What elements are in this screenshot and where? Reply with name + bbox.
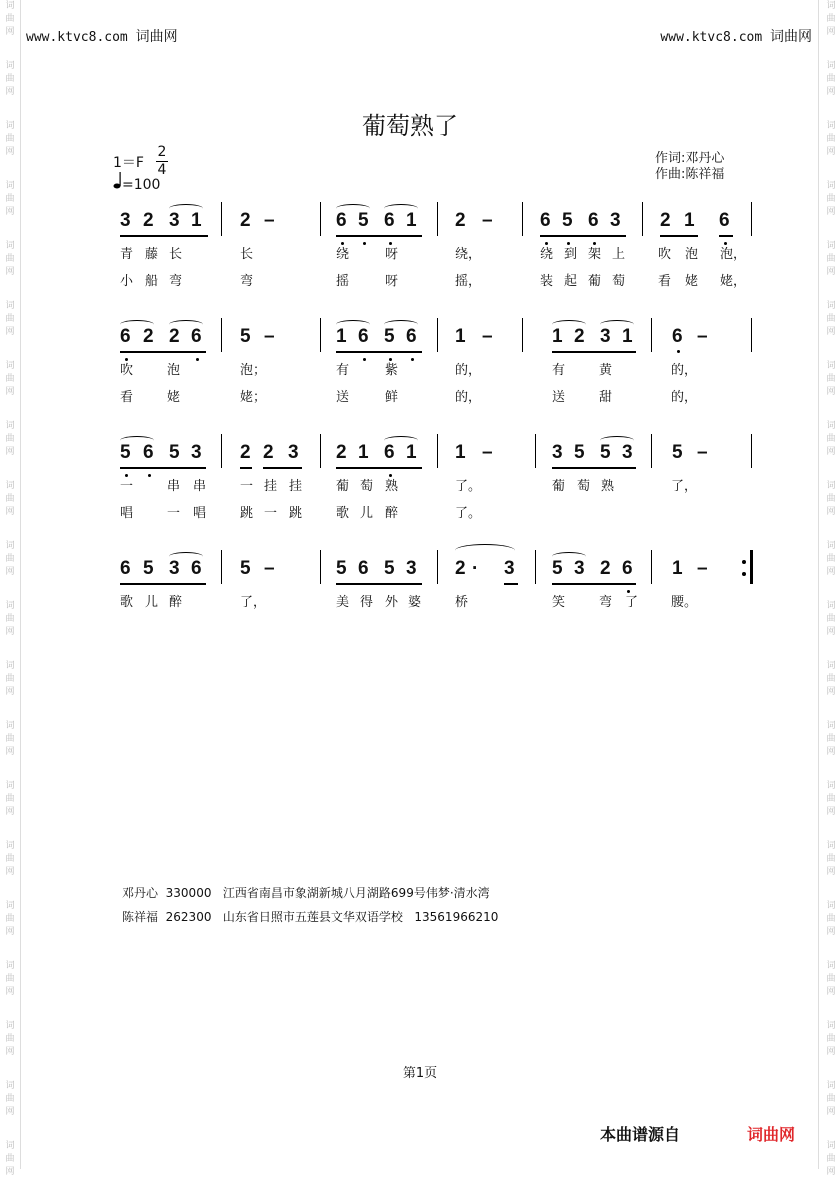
tempo-value: =100 [122, 177, 161, 193]
contact-name: 陈祥福 [122, 910, 159, 924]
note: 3 [504, 558, 515, 579]
lyric-syllable: 看 [120, 390, 134, 405]
watermark-text: 词 曲 网 [5, 361, 15, 397]
watermark-text: 词 曲 网 [826, 481, 836, 517]
watermark-text: 词 曲 网 [826, 1141, 836, 1177]
note: 6 [120, 558, 131, 579]
note: 5 [240, 558, 251, 579]
lyric-syllable: 的， [671, 363, 698, 378]
note: 1 [455, 326, 466, 347]
note: 1 [672, 558, 683, 579]
note: 5 [120, 442, 131, 463]
note: 3 [610, 210, 621, 231]
note: 1 [358, 442, 369, 463]
note: 2 [600, 558, 611, 579]
beam [552, 467, 636, 469]
lyric-syllable: 唱 [193, 506, 207, 521]
site-header-left[interactable] [26, 26, 178, 46]
lyric-syllable: 儿 [360, 506, 374, 521]
lyric-syllable: 小 [120, 274, 134, 289]
credits [655, 151, 724, 183]
augmentation-dot: · [472, 558, 479, 579]
beam [336, 583, 422, 585]
dash: – [264, 326, 275, 347]
note: 5 [169, 442, 180, 463]
lyric-syllable: 绕， [455, 247, 482, 262]
lyric-syllable: 姥 [167, 390, 181, 405]
lyric-syllable: 葡 [336, 479, 350, 494]
lyric-syllable: 架 [588, 247, 602, 262]
dash: – [264, 558, 275, 579]
note: 5 [384, 558, 395, 579]
note: 1 [406, 442, 417, 463]
note: 6 [358, 558, 369, 579]
barline [651, 434, 652, 468]
slur [384, 320, 418, 329]
barline [221, 434, 222, 468]
contact-line-1 [122, 884, 490, 901]
lyric-syllable: 到 [564, 247, 578, 262]
contact-line-2 [122, 908, 498, 925]
barline [221, 202, 222, 236]
note: 3 [600, 326, 611, 347]
note: 6 [336, 210, 347, 231]
watermark-text: 词 曲 网 [826, 841, 836, 877]
beam [719, 235, 733, 237]
lyric-syllable: 串 [167, 479, 181, 494]
lyric-syllable: 的， [455, 390, 482, 405]
note: 2 [455, 210, 466, 231]
lyric-syllable: 看 [658, 274, 672, 289]
slur [552, 320, 586, 329]
lyric-syllable: 泡； [240, 363, 267, 378]
repeat-dot [742, 572, 746, 576]
lyrics-row-2-verse-2 [0, 386, 840, 404]
note: 3 [169, 210, 180, 231]
contact-zip: 262300 [165, 910, 212, 924]
lyrics-row-3-verse-1 [0, 475, 840, 493]
source-label: 本曲谱源自 [600, 1125, 681, 1144]
lyric-syllable: 的， [671, 390, 698, 405]
lyric-syllable: 吹 [658, 247, 672, 262]
note: 2 [336, 442, 347, 463]
lyric-syllable: 装 [540, 274, 554, 289]
barline [221, 318, 222, 352]
lyric-syllable: 熟 [385, 479, 399, 494]
song-title: 葡萄熟了 [362, 112, 458, 140]
note: 2 [660, 210, 671, 231]
lyric-syllable: 外 [385, 595, 399, 610]
note: 1 [622, 326, 633, 347]
lyric-syllable: 一 [264, 506, 278, 521]
lyric-syllable: 摇 [336, 274, 350, 289]
dash: – [482, 442, 493, 463]
lyric-syllable: 了。 [455, 479, 482, 494]
lyric-syllable: 萄 [577, 479, 591, 494]
barline [437, 202, 438, 236]
slur [336, 320, 370, 329]
lyric-syllable: 婆 [408, 595, 422, 610]
final-barline [750, 550, 753, 584]
note: 5 [574, 442, 585, 463]
lyric-syllable: 了 [625, 595, 639, 610]
barline [535, 550, 536, 584]
lyric-syllable: 了。 [455, 506, 482, 521]
note: 5 [336, 558, 347, 579]
note: 1 [336, 326, 347, 347]
watermark-text: 词 曲 网 [826, 601, 836, 637]
note: 6 [719, 210, 730, 231]
slur [384, 204, 418, 213]
beam [336, 235, 422, 237]
beam [120, 583, 206, 585]
watermark-text: 词 曲 网 [826, 1, 836, 37]
lyric-syllable: 葡 [552, 479, 566, 494]
lyric-syllable: 腰。 [671, 595, 698, 610]
lyric-syllable: 歌 [336, 506, 350, 521]
lyric-syllable: 呀 [385, 247, 399, 262]
note: 1 [684, 210, 695, 231]
watermark-text: 词 曲 网 [5, 841, 15, 877]
slur [336, 204, 370, 213]
tempo-marking [113, 171, 160, 193]
lyric-syllable: 儿 [145, 595, 159, 610]
barline [651, 318, 652, 352]
slur [600, 320, 634, 329]
note: 6 [406, 326, 417, 347]
beam [504, 583, 518, 585]
note: 1 [191, 210, 202, 231]
note: 2 [143, 326, 154, 347]
lyric-syllable: 送 [336, 390, 350, 405]
left-border [20, 0, 21, 1169]
lyricist: 作词:邓丹心 [655, 151, 725, 166]
note: 5 [600, 442, 611, 463]
note: 3 [574, 558, 585, 579]
note: 3 [191, 442, 202, 463]
lyric-syllable: 歌 [120, 595, 134, 610]
site-header-right[interactable] [660, 26, 812, 46]
note: 6 [672, 326, 683, 347]
barline [751, 202, 752, 236]
slur [455, 544, 515, 557]
lyric-syllable: 呀 [385, 274, 399, 289]
lyric-syllable: 鲜 [385, 390, 399, 405]
note: 5 [552, 558, 563, 579]
note: 6 [191, 326, 202, 347]
dash: – [697, 326, 708, 347]
note: 6 [191, 558, 202, 579]
note: 2 [240, 210, 251, 231]
watermark-text: 词 曲 网 [826, 301, 836, 337]
lyric-syllable: 醉 [385, 506, 399, 521]
watermark-text: 词 曲 网 [5, 241, 15, 277]
lyric-syllable: 绕 [336, 247, 350, 262]
lyric-syllable: 了， [240, 595, 267, 610]
lyric-syllable: 一 [120, 479, 134, 494]
barline [437, 434, 438, 468]
lyric-syllable: 绕 [540, 247, 554, 262]
lyric-syllable: 弯 [240, 274, 254, 289]
note: 6 [384, 210, 395, 231]
quarter-note-icon [113, 177, 122, 193]
note: 3 [622, 442, 633, 463]
beam [336, 467, 422, 469]
note: 2 [143, 210, 154, 231]
lyric-syllable: 弯 [169, 274, 183, 289]
watermark-text: 词 曲 网 [826, 541, 836, 577]
lyric-syllable: 有 [552, 363, 566, 378]
watermark-text: 词 曲 网 [5, 1141, 15, 1177]
lyric-syllable: 姥， [720, 274, 747, 289]
lyric-syllable: 青 [120, 247, 134, 262]
note: 1 [552, 326, 563, 347]
contact-phone: 13561966210 [414, 910, 499, 924]
low-octave-dot [677, 350, 680, 353]
lyric-syllable: 挂 [289, 479, 303, 494]
lyric-syllable: 一 [167, 506, 181, 521]
lyrics-row-1-verse-2 [0, 270, 840, 288]
note: 5 [672, 442, 683, 463]
watermark-text: 词 曲 网 [5, 181, 15, 217]
watermark-text: 词 曲 网 [5, 121, 15, 157]
lyric-syllable: 船 [145, 274, 159, 289]
watermark-text: 词 曲 网 [826, 721, 836, 757]
note: 5 [562, 210, 573, 231]
site-url-right[interactable]: www.ktvc8.com [660, 30, 763, 45]
site-url-left[interactable]: www.ktvc8.com [26, 30, 128, 45]
note: 5 [384, 326, 395, 347]
time-numerator: 2 [157, 144, 167, 160]
lyric-syllable: 桥 [455, 595, 469, 610]
lyrics-row-3-verse-2 [0, 502, 840, 520]
watermark-text: 词 曲 网 [826, 421, 836, 457]
barline [437, 550, 438, 584]
dash: – [697, 558, 708, 579]
note: 3 [288, 442, 299, 463]
lyric-syllable: 的， [455, 363, 482, 378]
barline [437, 318, 438, 352]
beam [660, 235, 698, 237]
lyric-syllable: 紫 [385, 363, 399, 378]
lyric-syllable: 送 [552, 390, 566, 405]
note: 6 [540, 210, 551, 231]
lyric-syllable: 黄 [599, 363, 613, 378]
dash: – [697, 442, 708, 463]
note: 3 [169, 558, 180, 579]
watermark-text: 词 曲 网 [826, 1081, 836, 1117]
watermark-text: 词 曲 网 [5, 1081, 15, 1117]
lyric-syllable: 萄 [612, 274, 626, 289]
lyric-syllable: 泡 [685, 247, 699, 262]
slur [552, 552, 586, 561]
note: 3 [552, 442, 563, 463]
lyric-syllable: 了， [671, 479, 698, 494]
contact-address: 山东省日照市五莲县文华双语学校 [222, 910, 403, 924]
watermark-text: 词 曲 网 [5, 901, 15, 937]
page-number: 第1页 [402, 1066, 438, 1081]
lyric-syllable: 醉 [169, 595, 183, 610]
lyric-syllable: 弯 [599, 595, 613, 610]
lyric-syllable: 吹 [120, 363, 134, 378]
slur [169, 320, 203, 329]
watermark-text: 词 曲 网 [826, 121, 836, 157]
lyric-syllable: 泡， [720, 247, 747, 262]
slur [384, 436, 418, 445]
watermark-text: 词 曲 网 [5, 1, 15, 37]
note: 5 [358, 210, 369, 231]
lyric-syllable: 得 [360, 595, 374, 610]
note: 3 [406, 558, 417, 579]
lyric-syllable: 长 [240, 247, 254, 262]
note: 2 [263, 442, 274, 463]
watermark-text: 词 曲 网 [826, 781, 836, 817]
lyric-syllable: 一 [240, 479, 254, 494]
note: 1 [406, 210, 417, 231]
lyric-syllable: 跳 [240, 506, 254, 521]
barline [522, 318, 523, 352]
watermark-text: 词 曲 网 [826, 181, 836, 217]
barline [651, 550, 652, 584]
contact-address: 江西省南昌市象湖新城八月湖路699号伟梦·清水湾 [222, 886, 490, 900]
brand-link[interactable]: 词曲网 [747, 1125, 796, 1144]
watermark-text: 词 曲 网 [5, 301, 15, 337]
watermark-text: 词 曲 网 [5, 601, 15, 637]
barline [320, 434, 321, 468]
barline [751, 434, 752, 468]
note: 2 [455, 558, 466, 579]
watermark-text: 词 曲 网 [826, 661, 836, 697]
barline [535, 434, 536, 468]
barline [751, 318, 752, 352]
lyric-syllable: 姥 [685, 274, 699, 289]
note: 6 [622, 558, 633, 579]
beam [120, 235, 208, 237]
composer: 作曲:陈祥福 [655, 167, 725, 182]
lyric-syllable: 挂 [264, 479, 278, 494]
site-name-right[interactable]: 词曲网 [770, 29, 812, 45]
lyric-syllable: 起 [564, 274, 578, 289]
note: 2 [169, 326, 180, 347]
note: 5 [143, 558, 154, 579]
dash: – [264, 210, 275, 231]
watermark-text: 词 曲 网 [5, 481, 15, 517]
watermark-text: 词 曲 网 [826, 61, 836, 97]
lyric-syllable: 串 [193, 479, 207, 494]
lyric-syllable: 跳 [289, 506, 303, 521]
lyric-syllable: 藤 [145, 247, 159, 262]
lyrics-row-1-verse-1 [0, 243, 840, 261]
slur [169, 552, 203, 561]
beam [540, 235, 626, 237]
note: 5 [240, 326, 251, 347]
beam [263, 467, 302, 469]
beam [552, 583, 636, 585]
note: 1 [455, 442, 466, 463]
beam [120, 351, 206, 353]
watermark-text: 词 曲 网 [826, 241, 836, 277]
lyrics-row-2-verse-1 [0, 359, 840, 377]
watermark-text: 词 曲 网 [5, 421, 15, 457]
slur [169, 204, 203, 213]
repeat-dot [742, 560, 746, 564]
lyric-syllable: 长 [169, 247, 183, 262]
site-name-left[interactable]: 词曲网 [135, 29, 178, 45]
watermark-text: 词 曲 网 [826, 961, 836, 997]
watermark-text: 词 曲 网 [5, 1021, 15, 1057]
watermark-text: 词 曲 网 [826, 1021, 836, 1057]
barline [221, 550, 222, 584]
note: 6 [588, 210, 599, 231]
note: 3 [120, 210, 131, 231]
note: 6 [358, 326, 369, 347]
barline [320, 550, 321, 584]
barline [320, 318, 321, 352]
note: 6 [120, 326, 131, 347]
barline [642, 202, 643, 236]
slur [600, 436, 634, 445]
lyric-syllable: 美 [336, 595, 350, 610]
barline [522, 202, 523, 236]
slur [120, 320, 154, 329]
lyric-syllable: 笑 [552, 595, 566, 610]
lyrics-row-4-verse-1 [0, 591, 840, 609]
time-denominator: 4 [157, 162, 167, 178]
contact-name: 邓丹心 [122, 886, 159, 900]
watermark-text: 词 曲 网 [5, 661, 15, 697]
lyric-syllable: 唱 [120, 506, 134, 521]
watermark-text: 词 曲 网 [5, 541, 15, 577]
dash: – [482, 326, 493, 347]
lyric-syllable: 葡 [588, 274, 602, 289]
note: 2 [574, 326, 585, 347]
lyric-syllable: 上 [612, 247, 626, 262]
slur [120, 436, 154, 445]
watermark-text: 词 曲 网 [5, 61, 15, 97]
note: 2 [240, 442, 251, 463]
watermark-text: 词 曲 网 [5, 961, 15, 997]
key-signature: 1＝F [113, 155, 144, 171]
lyric-syllable: 摇， [455, 274, 482, 289]
lyric-syllable: 萄 [360, 479, 374, 494]
watermark-text: 词 曲 网 [826, 901, 836, 937]
lyric-syllable: 甜 [599, 390, 613, 405]
beam [120, 467, 206, 469]
lyric-syllable: 姥； [240, 390, 267, 405]
right-border [818, 0, 819, 1169]
barline [320, 202, 321, 236]
dash: – [482, 210, 493, 231]
note: 6 [384, 442, 395, 463]
watermark-text: 词 曲 网 [826, 361, 836, 397]
beam [552, 351, 636, 353]
lyric-syllable: 泡 [167, 363, 181, 378]
beam [336, 351, 422, 353]
watermark-text: 词 曲 网 [5, 781, 15, 817]
note: 6 [143, 442, 154, 463]
lyric-syllable: 有 [336, 363, 350, 378]
watermark-text: 词 曲 网 [5, 721, 15, 757]
lyric-syllable: 熟 [601, 479, 615, 494]
contact-zip: 330000 [165, 886, 212, 900]
beam [240, 467, 252, 469]
